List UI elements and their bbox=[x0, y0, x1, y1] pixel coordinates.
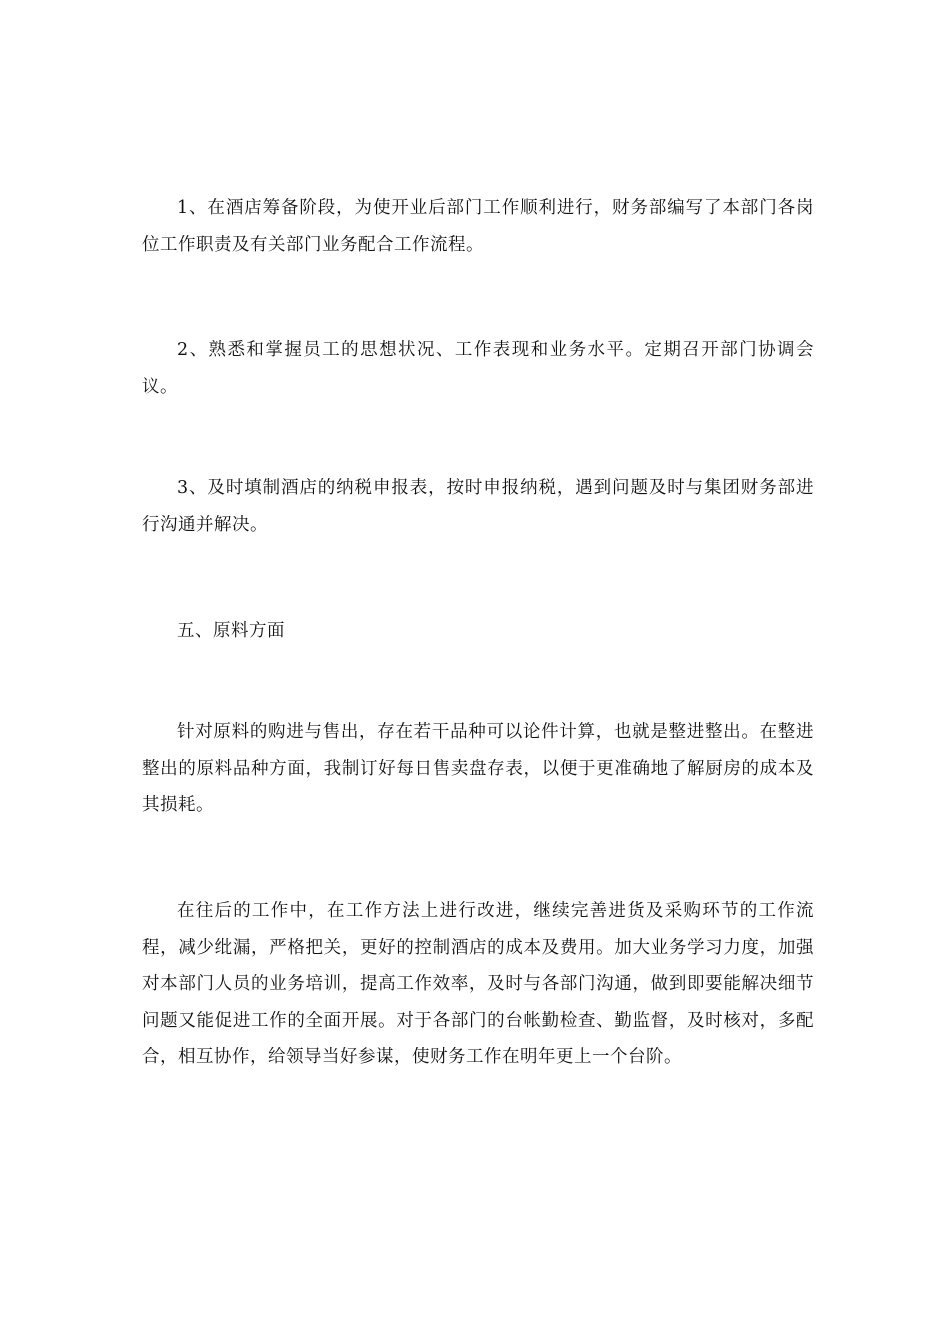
paragraph-future-work: 在往后的工作中，在工作方法上进行改进，继续完善进货及采购环节的工作流程，减少纰漏，严格把关，更好的控制酒店的成本及费用。加大业务学习力度，加强对本部门人员的业务培训，提高工作效率，及时与各部门沟通，做到即要能解决细节问题又能促进工作的全面开展。对于各部门的台帐勤检查、勤监督，及时核对，多配合，相互协作，给领导当好参谋，使财务工作在明年更上一个台阶。 bbox=[142, 901, 814, 1067]
paragraph-item-1: 1、在酒店筹备阶段，为使开业后部门工作顺利进行，财务部编写了本部门各岗位工作职责及有关部门业务配合工作流程。 bbox=[142, 198, 814, 255]
paragraph-materials: 针对原料的购进与售出，存在若干品种可以论件计算，也就是整进整出。在整进整出的原料品种方面，我制订好每日售卖盘存表，以便于更准确地了解厨房的成本及其损耗。 bbox=[142, 722, 814, 815]
section-heading: 五、原料方面 bbox=[177, 621, 285, 641]
paragraph-item-2: 2、熟悉和掌握员工的思想状况、工作表现和业务水平。定期召开部门协调会议。 bbox=[142, 340, 814, 397]
paragraph-item-3: 3、及时填制酒店的纳税申报表，按时申报纳税，遇到问题及时与集团财务部进行沟通并解决。 bbox=[142, 478, 814, 535]
